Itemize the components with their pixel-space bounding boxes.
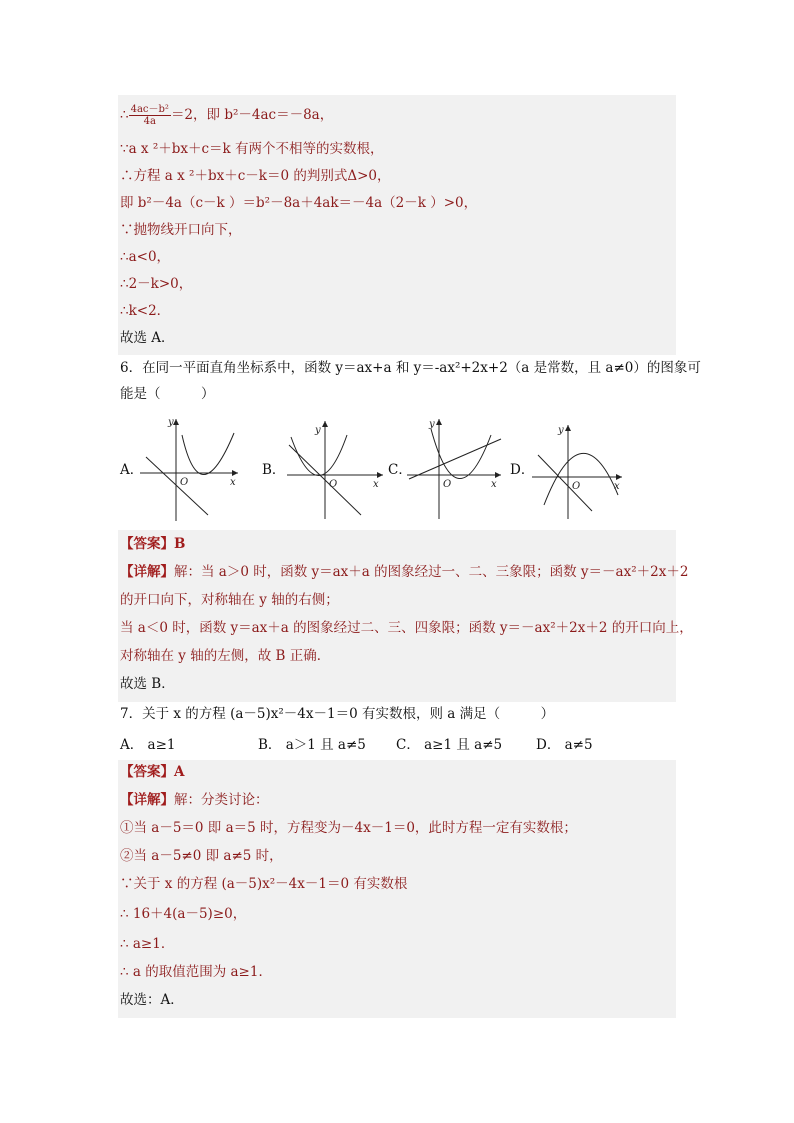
q6-stem-2: 能是（ ） <box>120 386 215 402</box>
solution-line-6: ∴a<0， <box>120 249 171 265</box>
graph-d-x-label: x <box>614 481 620 492</box>
graph-a-origin-label: O <box>180 477 189 488</box>
q7-answer-value: A <box>174 764 185 780</box>
fraction-numerator: 4ac－b² <box>130 104 169 115</box>
option-c-label: C． <box>388 462 412 478</box>
graph-b-x-label: x <box>373 479 379 490</box>
q7-answer-line <box>120 762 184 782</box>
solution-line-1-rest: ＝2，即 b²－4ac＝－8a， <box>170 107 334 123</box>
graph-c-y-label: y <box>429 419 435 430</box>
solution-line-4: 即 b²－4a（c－k ）＝b²－8a＋4ak＝－4a（2－k ）>0， <box>120 195 478 211</box>
q7-detail-8: 故选：A． <box>120 992 184 1008</box>
graph-b-origin-label: O <box>329 479 338 490</box>
q6-detail-tag: 【详解】 <box>120 564 174 580</box>
graph-d-origin-label: O <box>572 481 581 492</box>
q7-detail-1-text: 解：分类讨论： <box>174 792 269 808</box>
solution-line-8: ∴k<2． <box>120 303 171 319</box>
graph-a <box>140 415 240 523</box>
q6-detail-4: 对称轴在 y 轴的左侧，故 B 正确． <box>120 648 331 664</box>
graph-b <box>285 415 385 523</box>
q7-detail-3: ②当 a－5≠0 即 a≠5 时， <box>120 848 283 864</box>
solution-line-1: ∴ $\frac{\text{4ac－b²}}{4a}$ ＝2，即 b²－4ac＝－8a， <box>120 104 334 127</box>
q6-detail-1 <box>120 562 688 582</box>
graph-c-origin-label: O <box>443 479 452 490</box>
q7-option-d: D． a≠5 <box>536 737 593 753</box>
graph-d <box>530 415 630 523</box>
q7-detail-tag: 【详解】 <box>120 792 174 808</box>
solution-line-9: 故选 A． <box>120 330 175 346</box>
q7-detail-1 <box>120 790 269 810</box>
fraction <box>129 104 171 127</box>
q7-answer-tag: 【答案】 <box>120 764 174 780</box>
q7-option-a: A． a≥1 <box>120 737 176 753</box>
q6-answer-tag: 【答案】 <box>120 536 174 552</box>
solution-line-5: ∵抛物线开口向下， <box>120 222 242 238</box>
solution-line-2: ∵a x ²＋bx＋c＝k 有两个不相等的实数根， <box>120 141 384 157</box>
q6-detail-3: 当 a＜0 时，函数 y＝ax＋a 的图象经过二、三、四象限；函数 y＝－ax²＋2x＋2 的开口向上， <box>120 620 693 636</box>
q7-detail-6: ∴ a≥1． <box>120 936 175 952</box>
graph-b-y-label: y <box>315 425 321 436</box>
q6-detail-1-text: 解：当 a＞0 时，函数 y＝ax＋a 的图象经过一、二、三象限；函数 y＝－ax²＋2x＋2 <box>174 564 689 580</box>
q7-detail-2: ①当 a－5＝0 即 a＝5 时，方程变为－4x－1＝0，此时方程一定有实数根； <box>120 820 577 836</box>
graph-a-y-label: y <box>168 417 174 428</box>
q7-detail-4: ∵关于 x 的方程 (a－5)x²－4x－1＝0 有实数根 <box>120 876 408 892</box>
solution-line-7: ∴2－k>0， <box>120 276 193 292</box>
q6-answer-line <box>120 534 185 554</box>
q7-option-c: C． a≥1 且 a≠5 <box>396 737 503 753</box>
fraction-denominator: 4a <box>143 116 156 127</box>
solution-line-3: ∴方程 a x ²＋bx＋c－k＝0 的判别式Δ>0， <box>120 168 391 184</box>
graph-d-y-label: y <box>558 425 564 436</box>
option-a-label: A． <box>120 462 144 478</box>
answer-block-q6 <box>118 530 676 702</box>
option-d-label: D． <box>510 462 535 478</box>
q6-detail-2: 的开口向下，对称轴在 y 轴的右侧； <box>120 592 339 608</box>
q7-stem: 7．关于 x 的方程 (a－5)x²－4x－1＝0 有实数根，则 a 满足（ ） <box>120 706 555 722</box>
option-b-label: B． <box>262 462 286 478</box>
q7-detail-7: ∴ a 的取值范围为 a≥1． <box>120 964 272 980</box>
q7-option-b: B． a＞1 且 a≠5 <box>258 737 366 753</box>
graph-c <box>405 415 505 523</box>
q6-stem-1: 6．在同一平面直角坐标系中，函数 y＝ax+a 和 y＝-ax²+2x+2（a 是常数，且 a≠0）的图象可 <box>120 360 701 376</box>
graph-a-x-label: x <box>230 477 236 488</box>
graph-c-x-label: x <box>491 479 497 490</box>
q6-detail-5: 故选 B． <box>120 676 175 692</box>
q7-detail-5: ∴ 16＋4(a－5)≥0， <box>120 906 247 922</box>
q6-answer-value: B <box>174 536 186 552</box>
